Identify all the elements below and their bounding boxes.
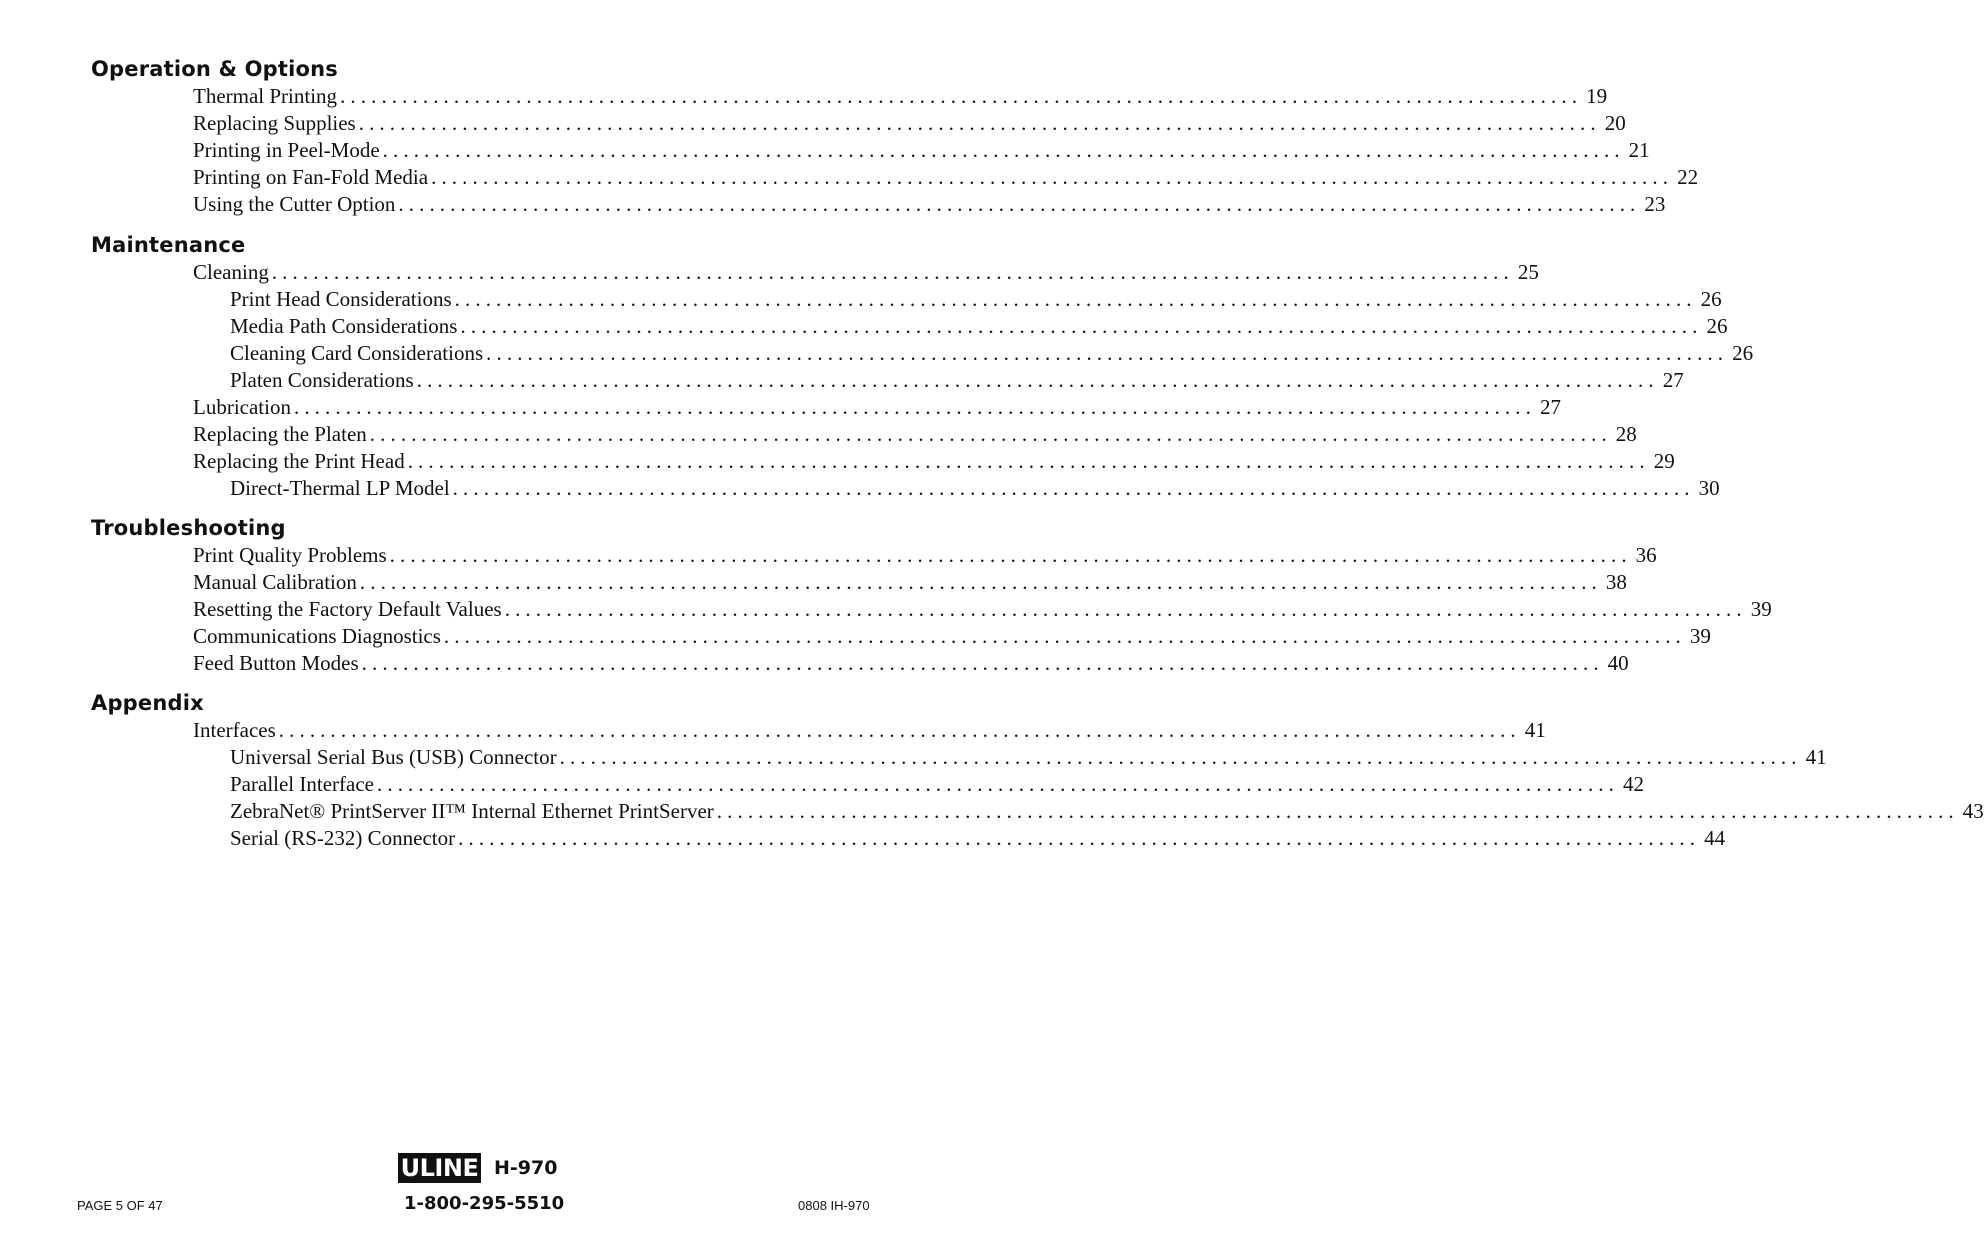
- toc-entry-title: Communications Diagnostics: [193, 623, 444, 650]
- toc-entry[interactable]: [0, 259, 1539, 286]
- toc-entry[interactable]: [0, 798, 1984, 825]
- uline-logo: ULINE: [398, 1153, 481, 1183]
- toc-entry-title: Manual Calibration: [193, 569, 360, 596]
- toc-entry-title: Print Quality Problems: [193, 542, 390, 569]
- toc-entry-title: Replacing the Print Head: [193, 448, 408, 475]
- section-heading: Appendix: [91, 691, 204, 715]
- toc-entry[interactable]: [0, 542, 1657, 569]
- toc-entry-title: Platen Considerations: [230, 367, 417, 394]
- toc-entry-title: Thermal Printing: [193, 83, 340, 110]
- toc-entry[interactable]: [0, 191, 1666, 218]
- toc-entry[interactable]: [0, 83, 1608, 110]
- dot-leader: ........................................................................................................................: [359, 570, 1602, 594]
- toc-entry[interactable]: [0, 448, 1675, 475]
- toc-section: [0, 232, 1754, 502]
- section-heading: Operation & Options: [91, 57, 339, 81]
- toc-entry-title: Lubrication: [193, 394, 294, 421]
- toc-entry-page: 44: [1700, 825, 1725, 852]
- toc-entry-page: 39: [1747, 596, 1772, 623]
- dot-leader: ........................................................................................................................: [377, 772, 1619, 796]
- toc-entry-title: Replacing the Platen: [193, 421, 370, 448]
- toc-entry-page: 27: [1659, 367, 1684, 394]
- toc-entry[interactable]: [0, 717, 1546, 744]
- toc-entry[interactable]: [0, 394, 1561, 421]
- toc-entry-page: 40: [1604, 650, 1629, 677]
- dot-leader: ........................................................................................................................: [504, 597, 1747, 621]
- toc-entry[interactable]: [0, 313, 1728, 340]
- toc-entry-page: 19: [1582, 83, 1607, 110]
- dot-leader: ........................................................................................................................: [407, 449, 1650, 473]
- toc-entry-page: 25: [1514, 259, 1539, 286]
- toc-entry-page: 38: [1602, 569, 1627, 596]
- toc-entry-title: Parallel Interface: [230, 771, 377, 798]
- dot-leader: ........................................................................................................................: [389, 543, 1632, 567]
- toc-entry[interactable]: [0, 286, 1722, 313]
- toc-entry[interactable]: [0, 569, 1627, 596]
- dot-leader: ........................................................................................................................: [361, 651, 1604, 675]
- toc-entry-title: Feed Button Modes: [193, 650, 362, 677]
- toc-entry-title: Universal Serial Bus (USB) Connector: [230, 744, 560, 771]
- dot-leader: ........................................................................................................................: [398, 192, 1641, 216]
- toc-section: [0, 515, 1772, 677]
- dot-leader: ........................................................................................................................: [458, 826, 1701, 850]
- toc-entry-title: Resetting the Factory Default Values: [193, 596, 505, 623]
- toc-entry-title: Cleaning: [193, 259, 272, 286]
- toc-entry[interactable]: [0, 137, 1650, 164]
- toc-entry-title: ZebraNet® PrintServer II™ Internal Ethernet PrintServer: [230, 798, 717, 825]
- toc-section: [0, 690, 1984, 852]
- toc-entry-title: Printing on Fan-Fold Media: [193, 164, 431, 191]
- dot-leader: ........................................................................................................................: [716, 799, 1959, 823]
- dot-leader: ........................................................................................................................: [340, 84, 1583, 108]
- toc-entry[interactable]: [0, 825, 1726, 852]
- dot-leader: ........................................................................................................................: [369, 422, 1612, 446]
- dot-leader: ........................................................................................................................: [358, 111, 1601, 135]
- toc-entry-title: Direct-Thermal LP Model: [230, 475, 453, 502]
- toc-section: [0, 56, 1699, 218]
- toc-entry-page: 21: [1625, 137, 1650, 164]
- toc-entry[interactable]: [0, 596, 1772, 623]
- toc-entry-page: 41: [1802, 744, 1827, 771]
- dot-leader: ........................................................................................................................: [278, 718, 1521, 742]
- toc-entry[interactable]: [0, 367, 1684, 394]
- toc-entry-title: Replacing Supplies: [193, 110, 359, 137]
- toc-entry[interactable]: [0, 771, 1644, 798]
- page-number: PAGE 5 OF 47: [77, 1198, 163, 1213]
- toc-entry-page: 41: [1521, 717, 1546, 744]
- dot-leader: ........................................................................................................................: [460, 314, 1703, 338]
- toc-entry-page: 42: [1619, 771, 1644, 798]
- dot-leader: ........................................................................................................................: [454, 287, 1697, 311]
- toc-entry-title: Print Head Considerations: [230, 286, 455, 313]
- toc-entry-title: Printing in Peel-Mode: [193, 137, 383, 164]
- toc-entry-title: Using the Cutter Option: [193, 191, 398, 218]
- toc-entry-page: 26: [1697, 286, 1722, 313]
- document-code: 0808 IH-970: [798, 1198, 870, 1213]
- toc-entry-page: 39: [1686, 623, 1711, 650]
- toc-entry-page: 29: [1650, 448, 1675, 475]
- toc-entry-page: 26: [1728, 340, 1753, 367]
- toc-entry[interactable]: [0, 744, 1827, 771]
- phone-number: 1-800-295-5510: [404, 1193, 565, 1214]
- toc-entry[interactable]: [0, 421, 1637, 448]
- dot-leader: ........................................................................................................................: [271, 260, 1514, 284]
- dot-leader: ........................................................................................................................: [431, 165, 1674, 189]
- toc-entry-title: Interfaces: [193, 717, 279, 744]
- toc-entry-title: Cleaning Card Considerations: [230, 340, 486, 367]
- toc-entry[interactable]: [0, 650, 1629, 677]
- toc-entry-page: 20: [1601, 110, 1626, 137]
- dot-leader: ........................................................................................................................: [486, 341, 1729, 365]
- toc-entry-title: Serial (RS-232) Connector: [230, 825, 458, 852]
- toc-entry-title: Media Path Considerations: [230, 313, 460, 340]
- toc-entry-page: 36: [1632, 542, 1657, 569]
- toc-entry-page: 27: [1536, 394, 1561, 421]
- toc-entry[interactable]: [0, 623, 1711, 650]
- dot-leader: ........................................................................................................................: [443, 624, 1686, 648]
- dot-leader: ........................................................................................................................: [382, 138, 1625, 162]
- toc-entry-page: 26: [1702, 313, 1727, 340]
- model-number: H-970: [494, 1157, 558, 1179]
- toc-entry-page: 28: [1612, 421, 1637, 448]
- toc-entry[interactable]: [0, 475, 1720, 502]
- toc-entry-page: 30: [1695, 475, 1720, 502]
- section-heading: Maintenance: [91, 233, 246, 257]
- dot-leader: ........................................................................................................................: [559, 745, 1802, 769]
- toc-entry[interactable]: [0, 340, 1754, 367]
- toc-entry-page: 23: [1640, 191, 1665, 218]
- dot-leader: ........................................................................................................................: [293, 395, 1536, 419]
- toc-entry[interactable]: [0, 110, 1626, 137]
- toc-entry-page: 22: [1673, 164, 1698, 191]
- dot-leader: ........................................................................................................................: [452, 476, 1695, 500]
- dot-leader: ........................................................................................................................: [416, 368, 1659, 392]
- section-heading: Troubleshooting: [91, 516, 286, 540]
- toc-entry-page: 43: [1959, 798, 1984, 825]
- toc-entry[interactable]: [0, 164, 1699, 191]
